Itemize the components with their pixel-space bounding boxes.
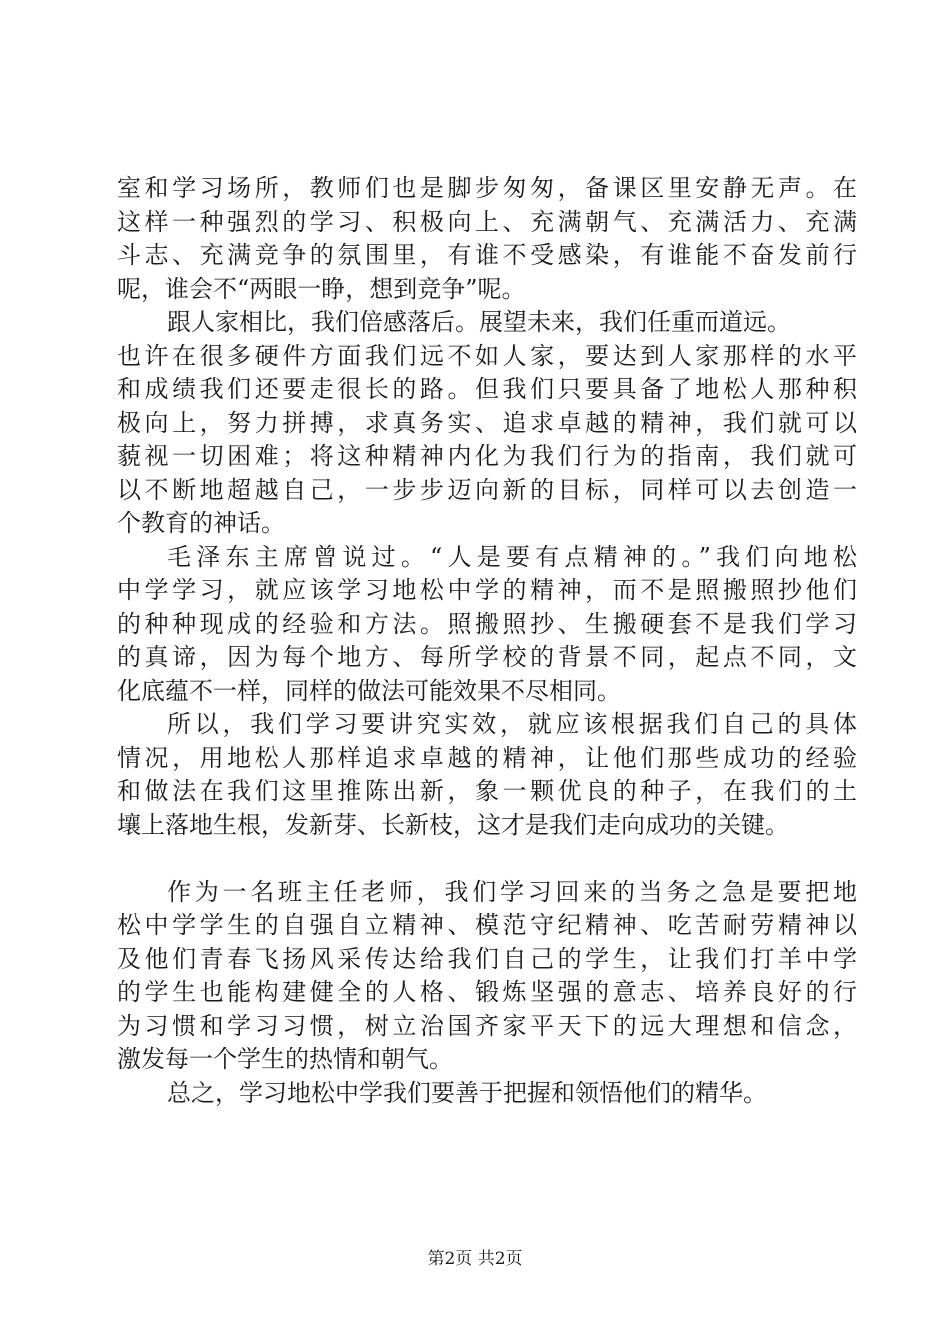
- text-line: 的种种现成的经验和方法。照搬照抄、生搬硬套不是我们学习: [117, 609, 857, 638]
- text-line: 个教育的神话。: [117, 509, 285, 537]
- text-line: 和做法在我们这里推陈出新，象一颗优良的种子，在我们的土: [117, 777, 857, 805]
- text-line: 极向上，努力拼搏，求真务实、追求卓越的精神，我们就可以: [117, 408, 857, 437]
- text-line: 化底蕴不一样，同样的做法可能效果不尽相同。: [117, 676, 621, 705]
- text-line: 及他们青春飞扬风采传达给我们自己的学生，让我们打羊中学: [117, 944, 857, 973]
- text-line: 情况，用地松人那样追求卓越的精神，让他们那些成功的经验: [117, 743, 857, 772]
- text-line: 壤上落地生根，发新芽、长新枝，这才是我们走向成功的关键。: [117, 810, 789, 839]
- text-line: 也许在很多硬件方面我们远不如人家，要达到人家那样的水平: [117, 341, 857, 370]
- text-line: 呢，谁会不“两眼一睁，想到竞争”呢。: [117, 274, 526, 303]
- body-text: [117, 172, 857, 1110]
- text-line: 这样一种强烈的学习、积极向上、充满朝气、充满活力、充满: [117, 207, 857, 236]
- text-line: 和成绩我们还要走很长的路。但我们只要具备了地松人那种积: [117, 375, 857, 403]
- text-line: 藐视一切困难；将这种精神内化为我们行为的指南，我们就可: [117, 442, 857, 470]
- text-line: 为习惯和学习习惯，树立治国齐家平天下的远大理想和信念，: [117, 1011, 857, 1040]
- paragraph-first-line: 毛泽东主席曾说过。“人是要有点精神的。”我们向地松: [167, 542, 857, 571]
- text-line: 斗志、充满竞争的氛围里，有谁不受感染，有谁能不奋发前行: [117, 241, 857, 269]
- text-line: 激发每一个学生的热情和朝气。: [117, 1045, 453, 1073]
- paragraph-first-line: 跟人家相比，我们倍感落后。展望未来，我们任重而道远。: [167, 308, 791, 336]
- paragraph-gap: [117, 842, 857, 876]
- paragraph-first-line: 作为一名班主任老师，我们学习回来的当务之急是要把地: [167, 877, 857, 906]
- paragraph-first-line: 总之，学习地松中学我们要善于把握和领悟他们的精华。: [167, 1078, 767, 1107]
- page-number: 第2页 共2页: [427, 1249, 523, 1269]
- text-line: 的学生也能构建健全的人格、锻炼坚强的意志、培养良好的行: [117, 978, 857, 1006]
- text-line: 松中学学生的自强自立精神、模范守纪精神、吃苦耐劳精神以: [117, 911, 857, 939]
- text-line: 室和学习场所，教师们也是脚步匆匆，备课区里安静无声。在: [117, 174, 857, 202]
- text-line: 中学学习，就应该学习地松中学的精神，而不是照搬照抄他们: [117, 576, 857, 604]
- text-line: 以不断地超越自己，一步步迈向新的目标，同样可以去创造一: [117, 475, 857, 504]
- text-line: 的真谛，因为每个地方、每所学校的背景不同，起点不同，文: [117, 643, 857, 671]
- paragraph-first-line: 所以，我们学习要讲究实效，就应该根据我们自己的具体: [167, 710, 857, 738]
- page-footer: [0, 1244, 950, 1269]
